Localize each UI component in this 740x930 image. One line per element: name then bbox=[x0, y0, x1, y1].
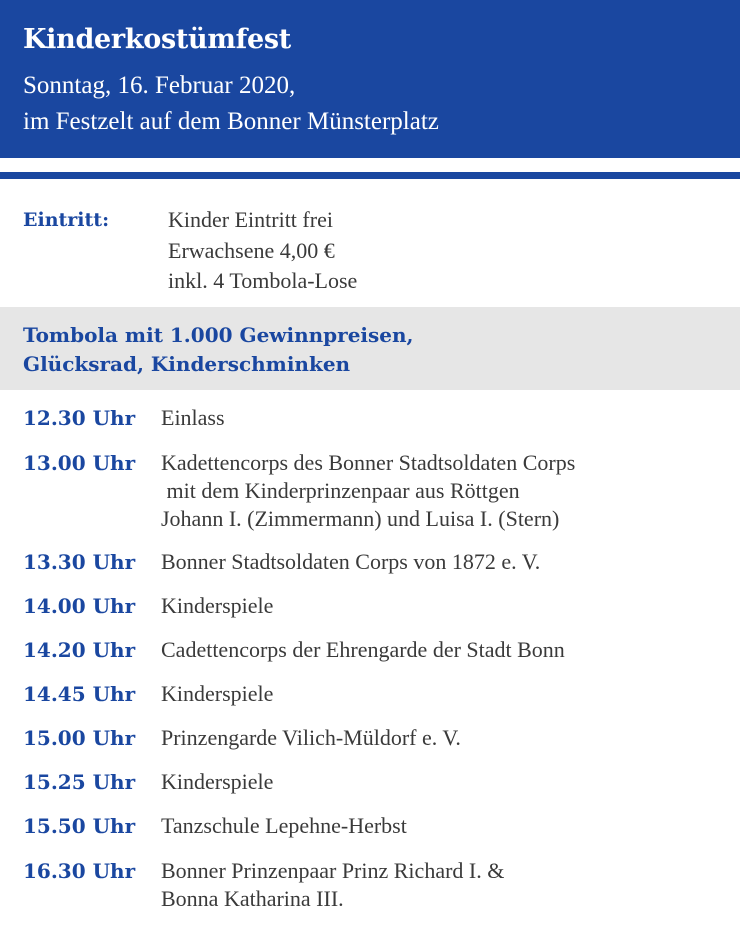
schedule-description bbox=[161, 404, 225, 432]
event-title: Kinderkostümfest bbox=[23, 24, 291, 55]
schedule-description bbox=[161, 449, 575, 533]
highlight-line: Glücksrad, Kinderschminken bbox=[23, 352, 351, 376]
event-date-location bbox=[23, 68, 439, 140]
schedule-line: Kadettencorps des Bonner Stadtsoldaten Corps bbox=[161, 450, 576, 475]
schedule-time: 14.00 Uhr bbox=[23, 594, 136, 618]
schedule-line: Bonner Prinzenpaar Prinz Richard I. & bbox=[161, 858, 505, 883]
schedule-line: Cadettencorps der Ehrengarde der Stadt Bonn bbox=[161, 637, 565, 662]
schedule-time: 14.45 Uhr bbox=[23, 682, 136, 706]
schedule-line: Bonner Stadtsoldaten Corps von 1872 e. V. bbox=[161, 549, 541, 574]
divider-stripe bbox=[0, 172, 740, 179]
schedule-time: 15.50 Uhr bbox=[23, 814, 136, 838]
admission-label: Eintritt: bbox=[23, 209, 110, 231]
event-location: im Festzelt auf dem Bonner Münsterplatz bbox=[23, 108, 439, 135]
schedule-time: 13.30 Uhr bbox=[23, 550, 136, 574]
schedule-description bbox=[161, 768, 273, 796]
admission-line: Erwachsene 4,00 € bbox=[168, 237, 335, 263]
schedule-time: 15.00 Uhr bbox=[23, 726, 136, 750]
schedule-line: Johann I. (Zimmermann) und Luisa I. (Stern) bbox=[161, 506, 560, 531]
schedule-time: 16.30 Uhr bbox=[23, 859, 136, 883]
schedule-time: 12.30 Uhr bbox=[23, 406, 136, 430]
schedule-description bbox=[161, 680, 273, 708]
schedule-description bbox=[161, 857, 504, 913]
schedule-line: Einlass bbox=[161, 405, 225, 430]
schedule-description bbox=[161, 636, 565, 664]
admission-details bbox=[168, 205, 357, 297]
admission-line: inkl. 4 Tombola-Lose bbox=[168, 268, 358, 293]
schedule-time: 13.00 Uhr bbox=[23, 451, 136, 475]
schedule-time: 15.25 Uhr bbox=[23, 770, 136, 794]
schedule-description bbox=[161, 548, 540, 576]
schedule-line: Kinderspiele bbox=[161, 681, 274, 706]
schedule-line: mit dem Kinderprinzenpaar aus Röttgen bbox=[161, 478, 520, 503]
schedule-line: Tanzschule Lepehne-Herbst bbox=[161, 813, 407, 838]
schedule-line: Kinderspiele bbox=[161, 593, 274, 618]
schedule-description bbox=[161, 724, 461, 752]
event-header bbox=[0, 0, 740, 158]
highlight-band bbox=[0, 307, 740, 390]
schedule-description bbox=[161, 592, 273, 620]
highlight-text bbox=[23, 321, 414, 379]
schedule-line: Prinzengarde Vilich-Müldorf e. V. bbox=[161, 725, 461, 750]
schedule-description bbox=[161, 812, 407, 840]
schedule-line: Kinderspiele bbox=[161, 769, 274, 794]
schedule-line: Bonna Katharina III. bbox=[161, 886, 344, 911]
admission-line: Kinder Eintritt frei bbox=[168, 207, 333, 232]
highlight-line: Tombola mit 1.000 Gewinnpreisen, bbox=[23, 323, 414, 347]
schedule-time: 14.20 Uhr bbox=[23, 638, 136, 662]
event-date: Sonntag, 16. Februar 2020, bbox=[23, 72, 296, 99]
